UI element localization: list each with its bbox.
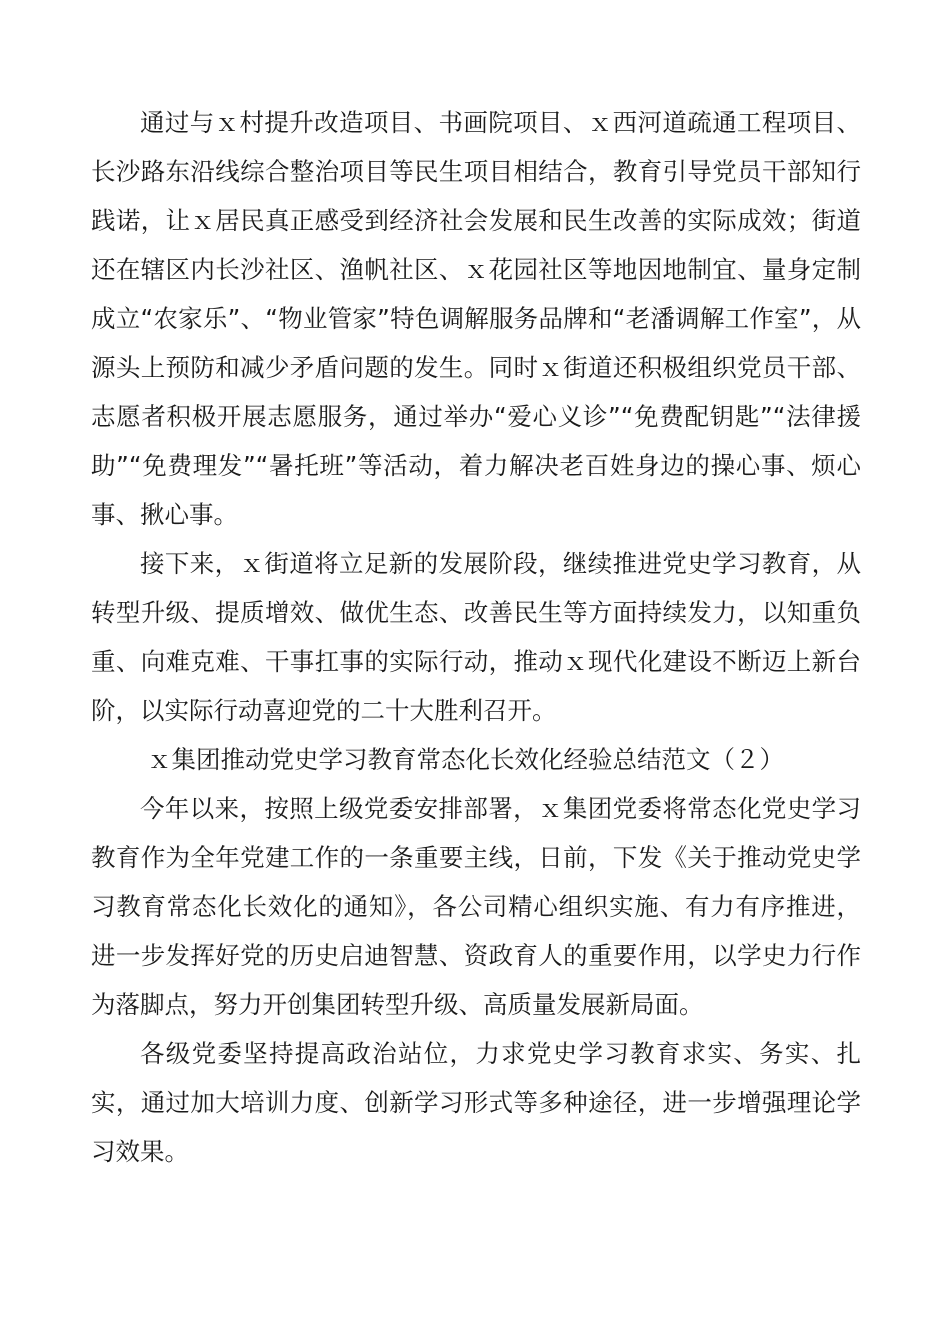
paragraph-3: 今年以来，按照上级党委安排部署，ｘ集团党委将常态化党史学习教育作为全年党建工作的一条重要主线，日前，下发《关于推动党史学习教育常态化长效化的通知》，各公司精心组织实施、有力有序推进，进一步发挥好党的历史启迪智慧、资政育人的重要作用，以学史力行作为落脚点，努力开创集团转型升级、高质量发展新局面。 bbox=[91, 794, 861, 1019]
paragraph-1: 通过与ｘ村提升改造项目、书画院项目、ｘ西河道疏通工程项目、长沙路东沿线综合整治项目等民生项目相结合，教育引导党员干部知行践诺，让ｘ居民真正感受到经济社会发展和民生改善的实际成效；街道还在辖区内长沙社区、渔帆社区、ｘ花园社区等地因地制宜、量身定制成立“农家乐”、“物业管家”特色调解服务品牌和“老潘调解工作室”，从源头上预防和减少矛盾问题的发生。同时ｘ街道还积极组织党员干部、志愿者积极开展志愿服务，通过举办“爱心义诊”“免费配钥匙”“法律援助”“免费理发”“暑托班”等活动，着力解决老百姓身边的操心事、烦心事、揪心事。 bbox=[91, 108, 861, 529]
section-title: ｘ集团推动党史学习教育常态化长效化经验总结范文（２） bbox=[147, 745, 784, 774]
document-body bbox=[91, 98, 861, 1176]
paragraph-4: 各级党委坚持提高政治站位，力求党史学习教育求实、务实、扎实，通过加大培训力度、创新学习形式等多种途径，进一步增强理论学习效果。 bbox=[91, 1039, 861, 1166]
paragraph-2: 接下来，ｘ街道将立足新的发展阶段，继续推进党史学习教育，从转型升级、提质增效、做优生态、改善民生等方面持续发力，以知重负重、向难克难、干事扛事的实际行动，推动ｘ现代化建设不断迈上新台阶，以实际行动喜迎党的二十大胜利召开。 bbox=[91, 549, 861, 725]
